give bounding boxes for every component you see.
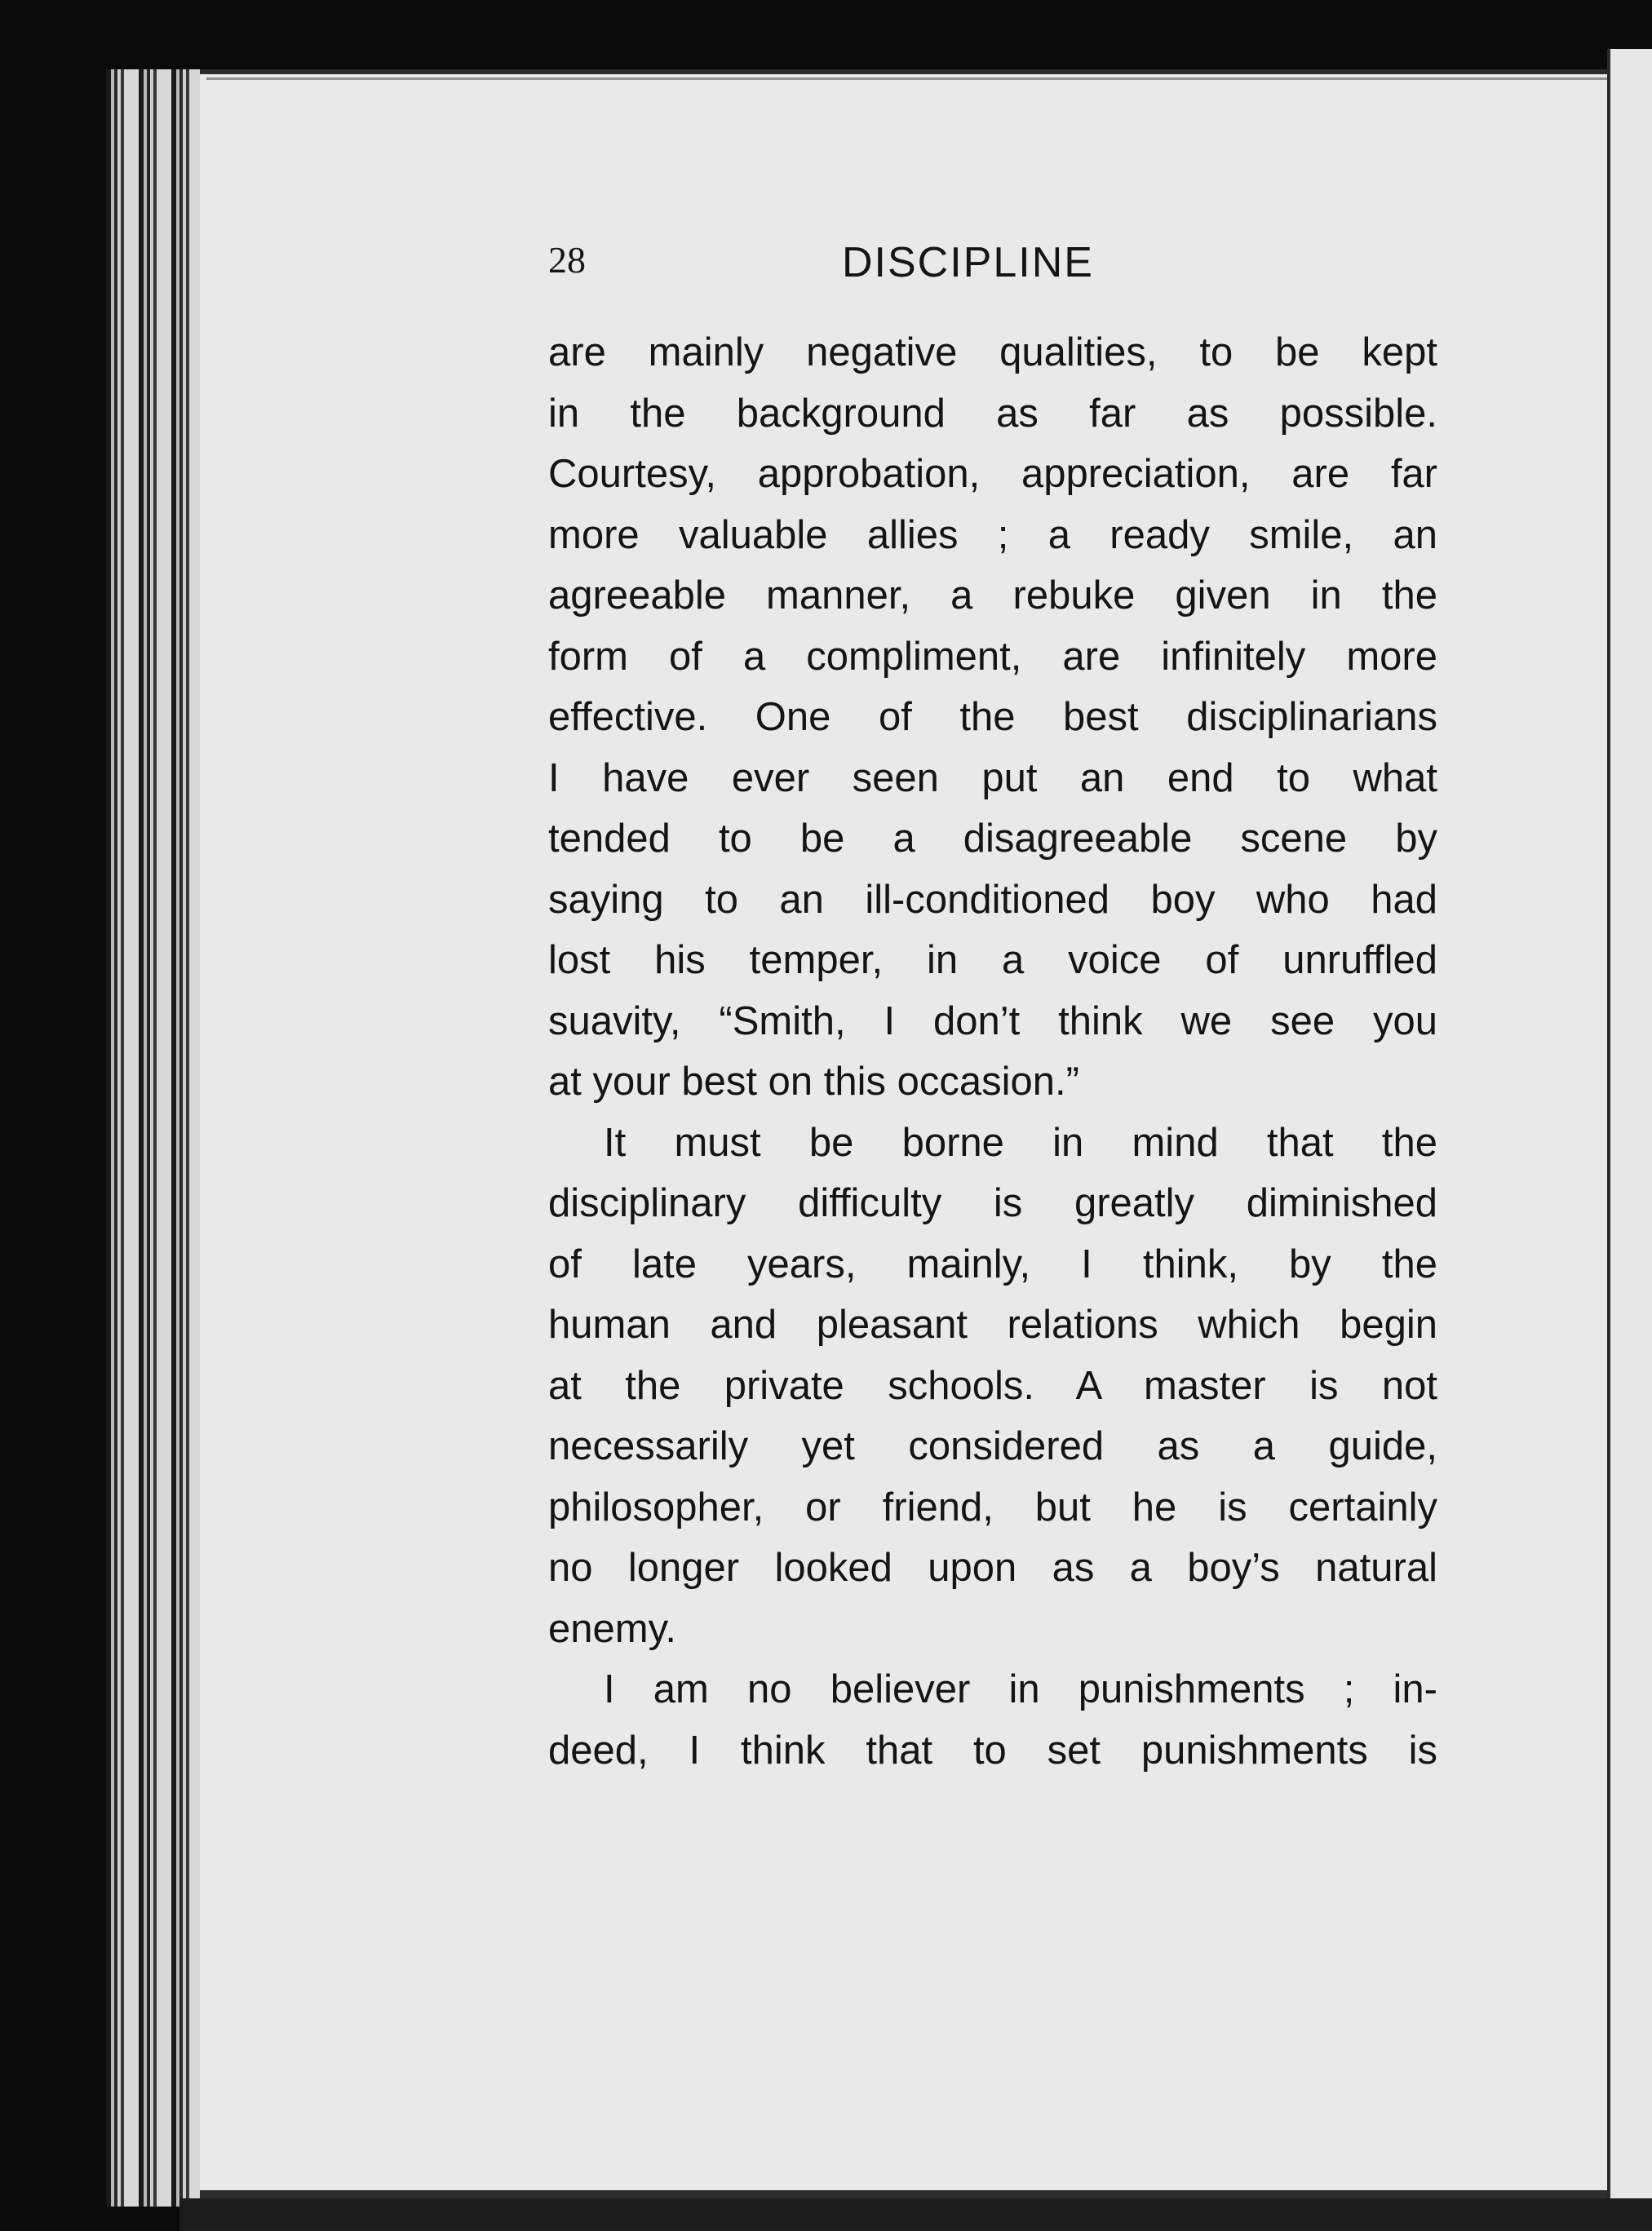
text-line: tended to be a disagreeable scene by	[548, 817, 1437, 861]
text-line: at your best on this occasion.”	[548, 1060, 1079, 1104]
facing-page-edge	[1607, 49, 1652, 2231]
paragraph	[548, 1113, 1437, 1660]
text-line: no longer looked upon as a boy’s natural	[548, 1546, 1437, 1590]
text-line: more valuable allies ; a ready smile, an	[548, 512, 1437, 557]
text-line: are mainly negative qualities, to be kept	[548, 330, 1437, 374]
text-line: human and pleasant relations which begin	[548, 1303, 1437, 1347]
text-line: saying to an ill-conditioned boy who had	[548, 877, 1437, 922]
text-line: at the private schools. A master is not	[548, 1363, 1437, 1408]
text-line: necessarily yet considered as a guide,	[548, 1424, 1437, 1468]
paragraph	[548, 322, 1437, 1113]
text-line: suavity, “Smith, I don’t think we see you	[548, 998, 1437, 1043]
book-page-edges	[106, 69, 212, 2207]
running-head	[548, 238, 1437, 295]
text-line: disciplinary difficulty is greatly diminished	[548, 1181, 1437, 1225]
text-line: It must be borne in mind that the	[604, 1120, 1437, 1165]
scan-bottom-shadow	[179, 2198, 1652, 2231]
text-line: form of a compliment, are infinitely more	[548, 634, 1437, 679]
text-line: of late years, mainly, I think, by the	[548, 1242, 1437, 1286]
text-line: Courtesy, approbation, appreciation, are far	[548, 452, 1437, 496]
text-line: philosopher, or friend, but he is certainly	[548, 1485, 1437, 1529]
text-line: I am no believer in punishments ; in-	[604, 1667, 1437, 1711]
page-number: 28	[548, 239, 586, 281]
paragraph	[548, 1659, 1437, 1781]
text-line: I have ever seen put an end to what	[548, 755, 1437, 800]
text-line: in the background as far as possible.	[548, 391, 1437, 436]
text-line: lost his temper, in a voice of unruffled	[548, 938, 1437, 982]
text-line: effective. One of the best disciplinarians	[548, 695, 1437, 739]
text-line: agreeable manner, a rebuke given in the	[548, 573, 1437, 618]
body-text	[548, 322, 1437, 1781]
text-line: enemy.	[548, 1606, 677, 1651]
text-line: deed, I think that to set punishments is	[548, 1728, 1437, 1773]
running-title: DISCIPLINE	[842, 239, 1094, 286]
